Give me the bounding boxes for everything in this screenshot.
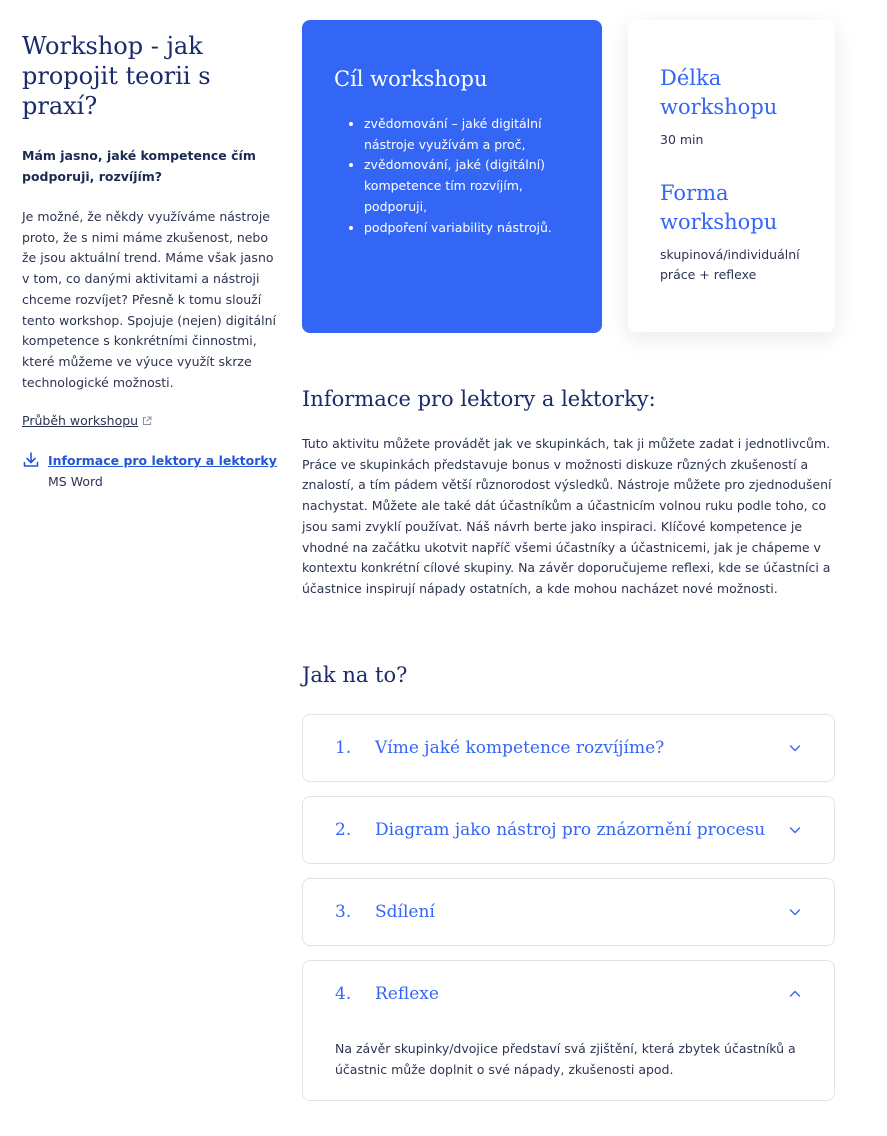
accordion-step-4 xyxy=(302,960,835,1101)
left-column xyxy=(22,31,277,492)
chevron-down-icon xyxy=(788,741,802,755)
lectors-section xyxy=(302,384,835,600)
workshop-progress-link[interactable] xyxy=(22,413,152,428)
goal-list xyxy=(334,114,572,238)
step-number: 4. xyxy=(335,984,352,1004)
workshop-description: Je možné, že někdy využíváme nástroje proto, že s nimi máme zkušenost, nebo že jsou aktuální trend. Máme však jasno v tom, co danými aktivitami a nástroji chceme rozvíjet? Přesně k tomu slouží tento workshop. Spojuje (nejen) digitální kompetence s konkrétními činnostmi, které můžeme ve výuce využít skrze technologické možnosti. xyxy=(22,209,276,390)
step-title: Diagram jako nástroj pro znázornění procesu xyxy=(375,820,766,840)
accordion-header[interactable] xyxy=(303,797,834,863)
goal-item: • podpoření variability nástrojů. xyxy=(364,218,572,239)
chevron-up-icon xyxy=(788,987,802,1001)
step-number: 3. xyxy=(335,902,352,922)
form-title: Forma workshopu xyxy=(660,180,778,234)
length-value: 30 min xyxy=(660,132,704,147)
accordion-header[interactable] xyxy=(303,715,834,781)
step-number: 1. xyxy=(335,738,352,758)
download-block xyxy=(22,451,277,492)
goal-title: Cíl workshopu xyxy=(334,67,488,91)
step-title: Reflexe xyxy=(375,984,439,1004)
chevron-down-icon xyxy=(788,823,802,837)
step-title: Sdílení xyxy=(375,902,435,922)
lead-question: Mám jasno, jaké kompetence čím podporuji, rozvíjím? xyxy=(22,148,256,184)
accordion-step-2 xyxy=(302,796,835,864)
goal-item: • zvědomování – jaké digitální nástroje využívám a proč, xyxy=(364,114,572,155)
accordion-step-1 xyxy=(302,714,835,782)
lectors-info-download-link[interactable]: Informace pro lektory a lektorky xyxy=(48,453,277,469)
goal-item: • zvědomování, jaké (digitální) kompetence tím rozvíjím, podporuji, xyxy=(364,155,572,217)
step-title: Víme jaké kompetence rozvíjíme? xyxy=(375,738,665,758)
accordion-body: Na závěr skupinky/dvojice představí svá zjištění, která zbytek účastníků a účastnic může doplnit o své nápady, zkušenosti apod. xyxy=(335,1041,796,1077)
download-format: MS Word xyxy=(48,474,103,490)
accordion-step-3 xyxy=(302,878,835,946)
page-title: Workshop - jak propojit teorii s praxí? xyxy=(22,32,211,120)
accordion-header[interactable] xyxy=(303,879,834,945)
length-title: Délka workshopu xyxy=(660,66,778,119)
download-icon[interactable] xyxy=(22,451,40,469)
goal-card xyxy=(302,20,602,333)
form-value: skupinová/individuální práce + reflexe xyxy=(660,246,800,283)
external-link-icon xyxy=(142,416,152,426)
howto-title: Jak na to? xyxy=(302,663,408,687)
workshop-progress-link-label: Průběh workshopu xyxy=(22,413,139,429)
accordion-header[interactable] xyxy=(303,961,834,1027)
chevron-down-icon xyxy=(788,905,802,919)
lectors-title: Informace pro lektory a lektorky: xyxy=(302,387,656,411)
step-number: 2. xyxy=(335,820,352,840)
info-card xyxy=(628,20,835,332)
lectors-text: Tuto aktivitu můžete provádět jak ve skupinkách, tak ji můžete zadat i jednotlivcům. Práce ve skupinkách představuje bonus v možnosti diskuze různých zkušeností a znalostí, a tím pádem větší různorodost výsledků. Nástroje můžete pro zjednodušení nachystat. Můžete ale také dát účastníkům a účastnicím volnou ruku podle toho, co jsou sami zvyklí používat. Náš návrh berte jako inspiraci. Klíčové kompetence je vhodné na začátku ukotvit napříč všemi účastníky a účastnicemi, jak je chápeme v kontextu konkrétní cílové skupiny. Na závěr doporučujeme reflexi, kde se účastníci a účastnice inspirují nápady ostatních, a kde mohou nacházet nové možnosti. xyxy=(302,436,832,596)
